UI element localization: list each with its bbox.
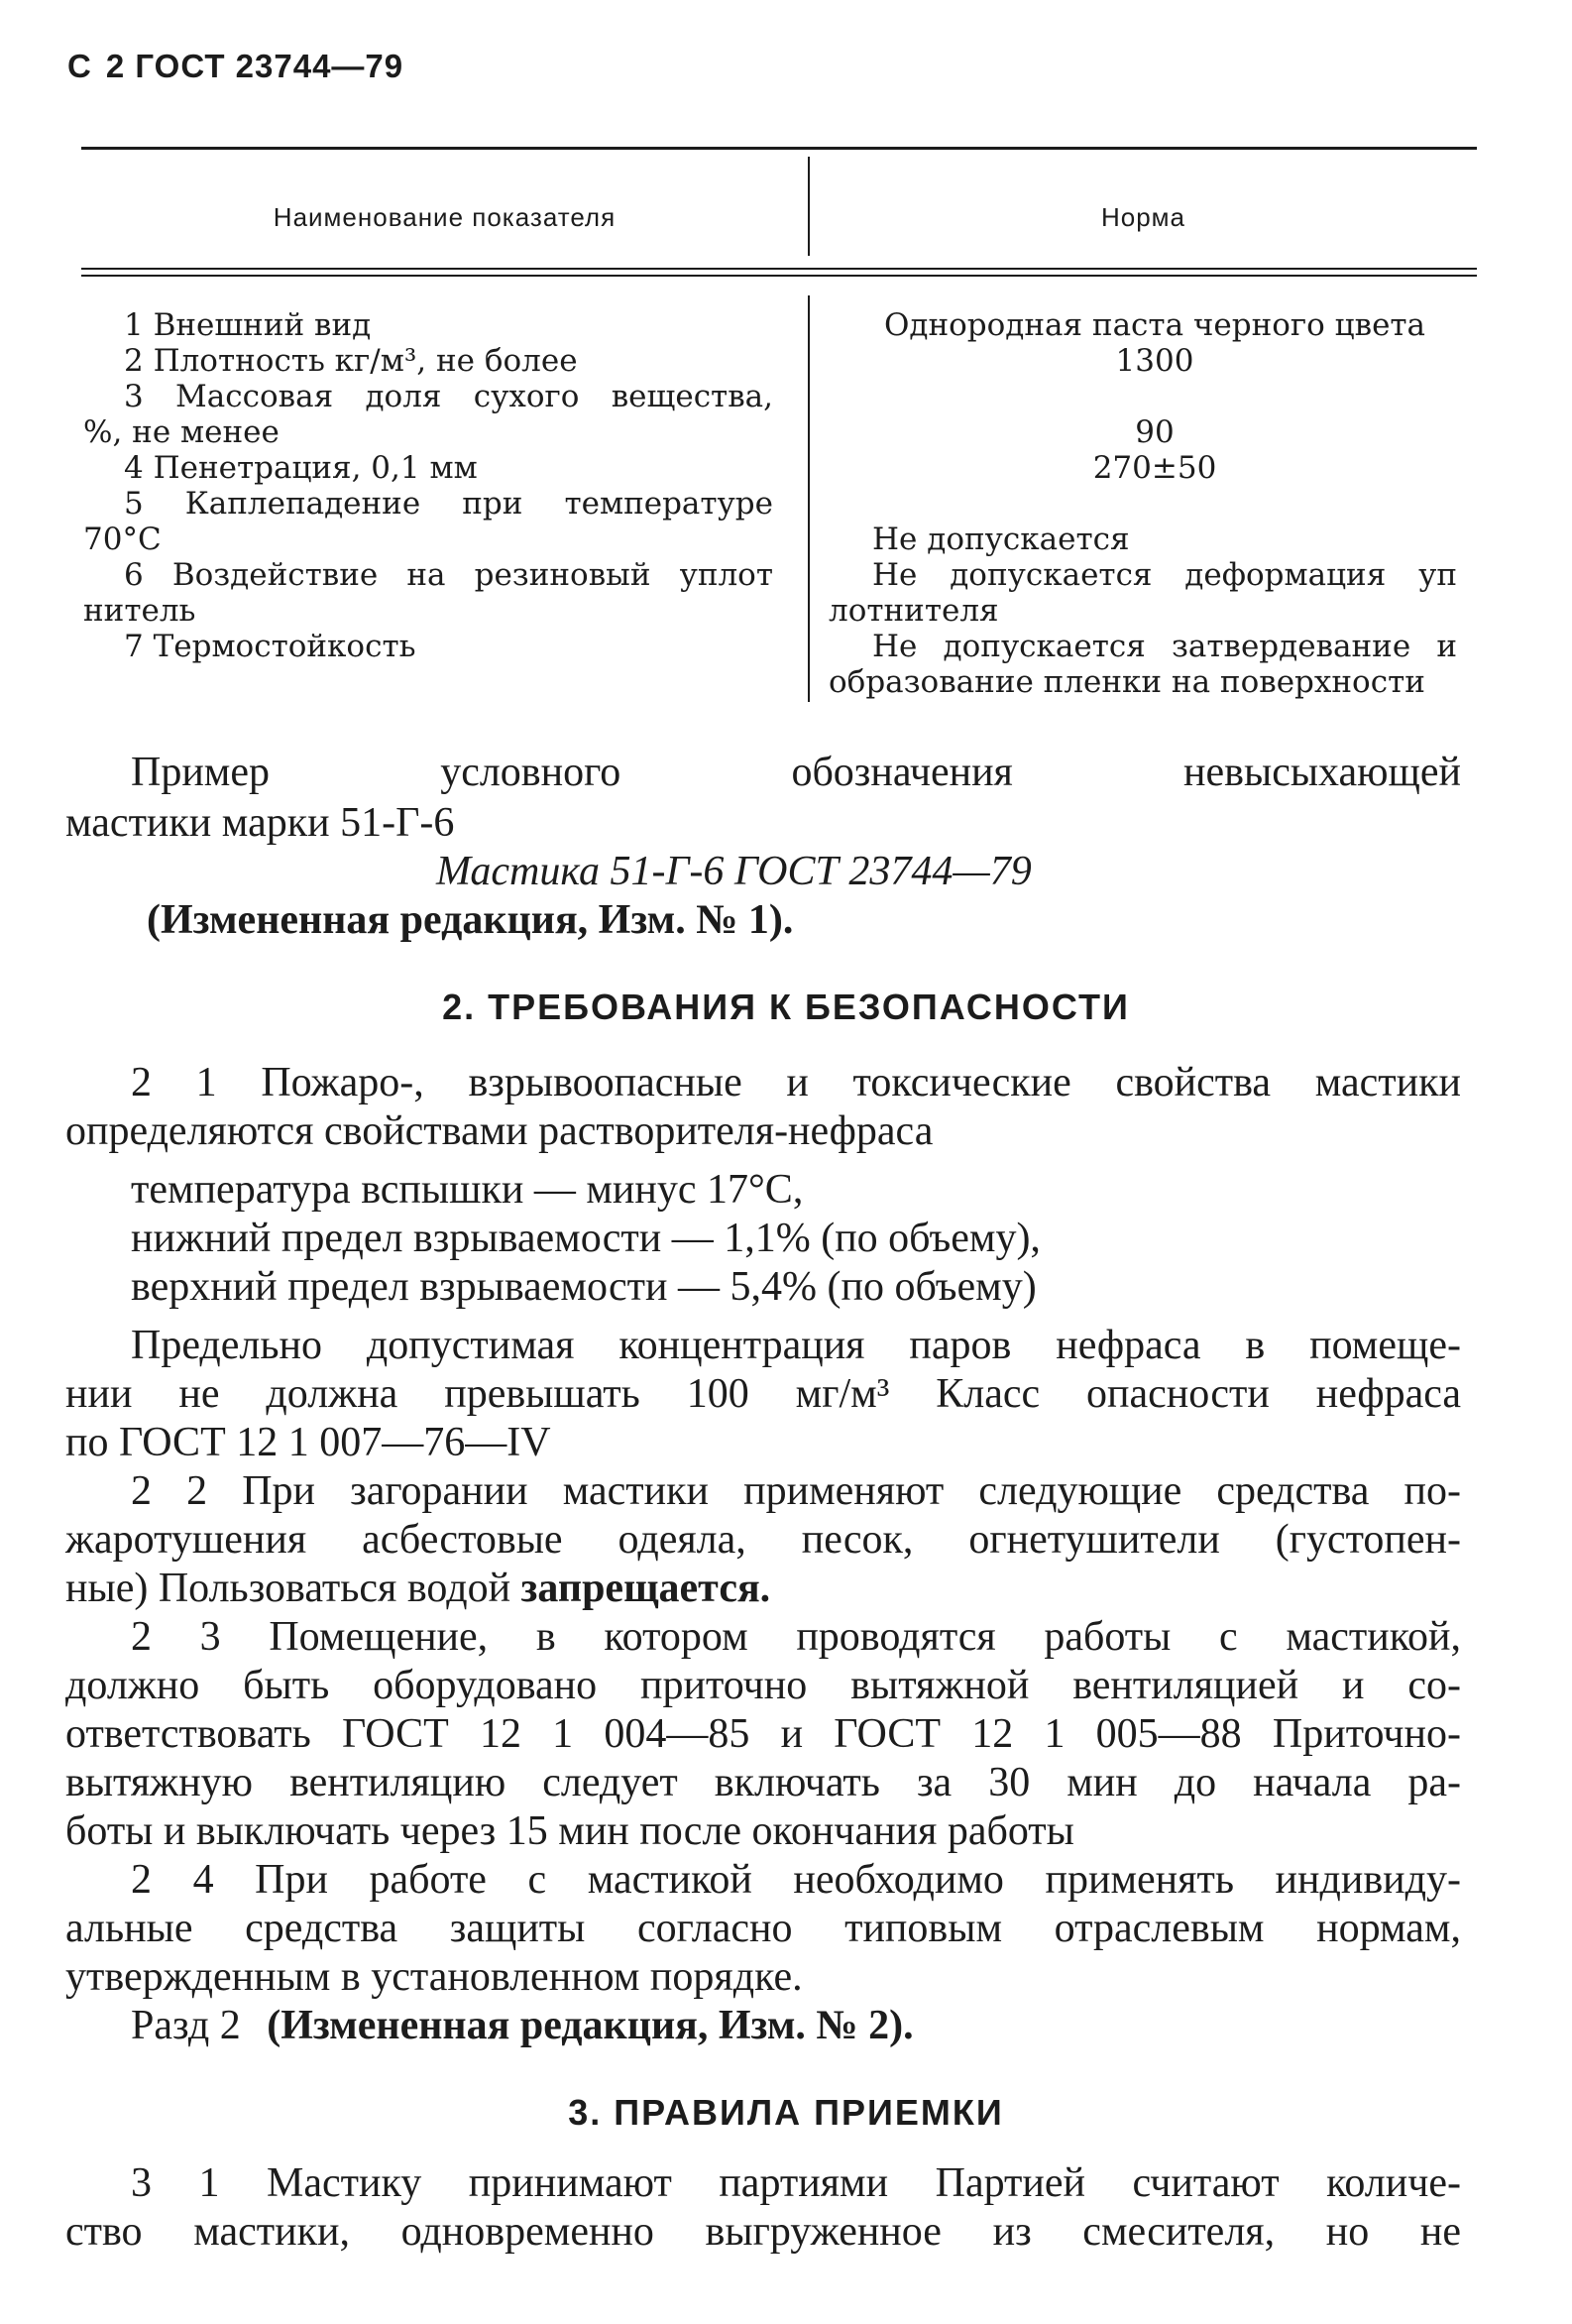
section-2-title: 2. ТРЕБОВАНИЯ К БЕЗОПАСНОСТИ — [442, 987, 1130, 1027]
indicator-norm: Не допускается затвердевание и — [872, 629, 1457, 664]
page-header — [67, 48, 403, 85]
indicator-norm-cont: образование пленки на поверхности — [829, 664, 1425, 700]
para-2-3-line: 2 3 Помещение, в котором проводятся работы с мастикой, — [131, 1614, 1461, 1660]
para-2-4-line: утвержденным в установленном порядке. — [65, 1954, 803, 2000]
page-number: 2 — [105, 48, 126, 84]
para-2-3-line: ответствовать ГОСТ 12 1 004—85 и ГОСТ 12 1 005—88 Приточно- — [65, 1711, 1461, 1757]
indicator-norm-cont: лотнителя — [829, 593, 999, 629]
indicator-name: 1 Внешний вид — [124, 307, 372, 343]
para-2-2-emphasis: запрещается. — [520, 1566, 771, 1611]
section-3-title: 3. ПРАВИЛА ПРИЕМКИ — [568, 2092, 1004, 2133]
para-2-3-line: вытяжную вентиляцию следует включать за 30 мин до начала ра- — [65, 1760, 1461, 1805]
indicator-name: 5 Каплепадение при температуре — [124, 486, 773, 522]
example-designation: Мастика 51-Г-6 ГОСТ 23744—79 — [436, 849, 1032, 894]
para-2-1-line: 2 1 Пожаро-, взрывоопасные и токсические свойства мастики — [131, 1060, 1461, 1105]
para-3-1-line: ство мастики, одновременно выгруженное из смесителя, но не — [65, 2209, 1461, 2255]
para-2-2-text: ные) Пользоваться водой — [65, 1566, 511, 1611]
table-head-rule-2 — [81, 275, 1477, 277]
indicator-norm: Однородная паста черного цвета — [883, 307, 1426, 343]
para-2-1-line: определяются свойствами растворителя-нефраса — [65, 1108, 934, 1154]
para-3-1-line: 3 1 Мастику принимают партиями Партией считают количе- — [131, 2160, 1461, 2206]
property-line: нижний предел взрываемости — 1,1% (по объему), — [131, 1216, 1041, 1261]
column-header-indicator: Наименование показателя — [273, 202, 617, 232]
indicator-norm: Не допускается — [872, 522, 1130, 557]
para-2-4-line: 2 4 При работе с мастикой необходимо применять индивиду- — [131, 1857, 1461, 1903]
standard-code: ГОСТ 23744—79 — [135, 48, 404, 84]
table-top-rule — [81, 147, 1477, 150]
para-2-4-line: альные средства защиты согласно типовым отраслевым нормам, — [65, 1906, 1461, 1951]
indicator-norm: 90 — [1135, 414, 1175, 450]
table-body-divider — [808, 295, 810, 702]
razd-edition: (Измененная редакция, Изм. № 2). — [267, 2003, 914, 2048]
limit-line: Предельно допустимая концентрация паров нефраса в помеще- — [131, 1323, 1461, 1368]
para-2-2-line: 2 2 При загорании мастики применяют следующие средства по- — [131, 1468, 1461, 1514]
table-head-rule-1 — [81, 268, 1477, 270]
para-2-3-line: должно быть оборудовано приточно вытяжной вентиляцией и со- — [65, 1663, 1461, 1708]
indicator-norm: Не допускается деформация уп — [872, 557, 1457, 593]
edition-note-2 — [131, 2002, 914, 2050]
indicator-name: 6 Воздействие на резиновый уплот — [124, 557, 773, 593]
edition-note-1: (Измененная редакция, Изм. № 1). — [147, 897, 794, 943]
indicator-norm: 270±50 — [1092, 450, 1217, 486]
para-2-2-line: жаротушения асбестовые одеяла, песок, огнетушители (густопен- — [65, 1517, 1461, 1563]
limit-line: по ГОСТ 12 1 007—76—IV — [65, 1420, 551, 1465]
indicator-norm: 1300 — [1115, 343, 1194, 379]
property-line: температура вспышки — минус 17°С, — [131, 1167, 804, 1213]
column-header-norm: Норма — [1100, 202, 1186, 232]
property-line: верхний предел взрываемости — 5,4% (по объему) — [131, 1264, 1037, 1310]
indicator-name-cont: %, не менее — [83, 414, 280, 450]
indicator-name-cont: 70°С — [83, 522, 162, 557]
limit-line: нии не должна превышать 100 мг/м³ Класс опасности нефраса — [65, 1371, 1461, 1417]
para-2-3-line: боты и выключать через 15 мин после окончания работы — [65, 1808, 1074, 1854]
indicator-name: 4 Пенетрация, 0,1 мм — [124, 450, 478, 486]
example-line2: мастики марки 51-Г-6 — [65, 800, 455, 846]
example-lead: Пример условного обозначения невысыхающей — [131, 750, 1461, 795]
indicator-name: 7 Термостойкость — [124, 629, 416, 664]
indicator-name: 3 Массовая доля сухого вещества, — [124, 379, 773, 414]
razd-label: Разд 2 — [131, 2003, 241, 2048]
page-mark: С — [67, 48, 92, 84]
indicator-name-cont: нитель — [83, 593, 196, 629]
para-2-2-line — [65, 1565, 1461, 1613]
indicator-name: 2 Плотность кг/м³, не более — [124, 343, 578, 379]
